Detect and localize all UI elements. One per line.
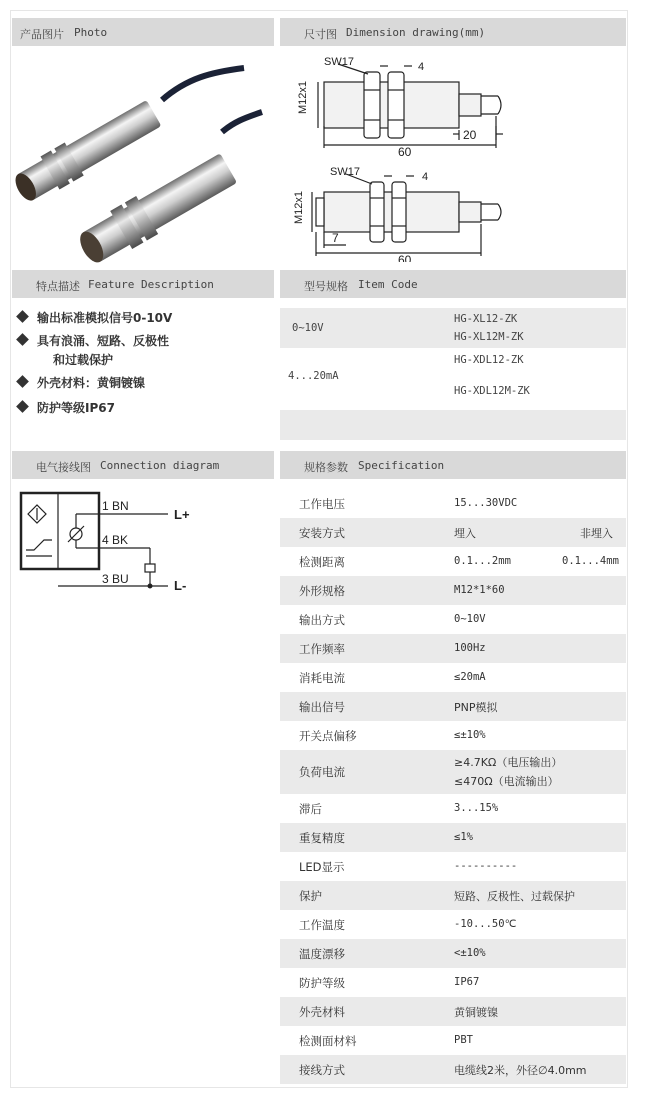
top-wrench-label: SW17	[324, 56, 354, 68]
spec-row: 安装方式 埋入 非埋入	[280, 518, 626, 547]
dimension-header-cn: 尺寸图	[304, 28, 337, 41]
feature-item: 外壳材料：黄铜镀镍	[18, 374, 145, 391]
bottom-protrusion-label: 7	[332, 231, 339, 245]
spec-row: 外壳材料 黄铜镀镍	[280, 997, 626, 1026]
spec-row: 输出方式 0~10V	[299, 613, 486, 627]
wire-label: 4 BK	[102, 533, 129, 547]
bottom-thread-label: M12x1	[293, 190, 305, 224]
connection-diagram	[18, 490, 228, 594]
item-code: HG-XL12M-ZK	[454, 331, 524, 343]
spec-row: 检测面材料 PBT	[299, 1034, 473, 1048]
item-code-signal: 4...20mA	[288, 370, 339, 382]
spec-row: 接线方式 电缆线2米，外径∅4.0mm	[280, 1055, 626, 1084]
spec-row: 温度漂移 <±10%	[280, 939, 626, 968]
spec-row: 工作温度 -10...50℃	[299, 918, 517, 932]
item-code-row	[280, 348, 626, 410]
top-cable-label: 20	[463, 128, 477, 142]
photo-header-cn: 产品图片	[20, 28, 64, 41]
spec-row: 滞后 3...15%	[299, 802, 499, 816]
spec-row: 重复精度 ≤1%	[280, 823, 626, 852]
item-code: HG-XL12-ZK	[454, 313, 518, 325]
wire-label: 3 BU	[102, 572, 129, 586]
feature-header	[12, 270, 274, 298]
photo-header-en: Photo	[74, 26, 108, 39]
specification-header	[280, 451, 626, 479]
diamond-bullet-icon	[16, 400, 29, 413]
dimension-header	[280, 18, 626, 46]
spec-row: 外形规格 M12*1*60	[280, 576, 626, 605]
bottom-wrench-label: SW17	[330, 166, 360, 178]
feature-item: 输出标准模拟信号0-10V	[18, 309, 172, 326]
spec-row: 工作频率 100Hz	[280, 634, 626, 663]
feature-header-cn: 特点描述	[36, 280, 80, 293]
connection-header	[12, 451, 274, 479]
spec-row: 输出信号 PNP模拟	[280, 692, 626, 721]
spec-row: 负荷电流 ≥4.7KΩ（电压输出） ≤470Ω（电流输出）	[280, 750, 626, 794]
spec-row: 工作电压 15...30VDC	[299, 497, 518, 511]
spec-row: 检测距离 0.1...2mm 0.1...4mm	[299, 555, 619, 569]
specification-header-en: Specification	[358, 459, 445, 472]
item-code-header-en: Item Code	[358, 278, 418, 291]
spec-row: LED显示 ----------	[299, 860, 518, 874]
dimension-drawing	[288, 52, 518, 262]
drawing-bottom	[312, 174, 501, 256]
dimension-header-en: Dimension drawing(mm)	[346, 26, 486, 39]
item-code: HG-XDL12M-ZK	[454, 385, 530, 397]
item-code-empty-row	[280, 410, 626, 440]
connection-header-cn: 电气接线图	[36, 461, 91, 474]
product-photo	[12, 48, 274, 270]
wire-label: 1 BN	[102, 499, 129, 513]
feature-header-en: Feature Description	[88, 278, 214, 291]
terminal-label: L+	[174, 507, 190, 522]
feature-item: 具有浪涌、短路、反极性	[18, 332, 169, 349]
spec-row: 消耗电流 ≤20mA	[299, 671, 486, 685]
top-length-label: 60	[398, 145, 412, 159]
feature-item: 防护等级IP67	[18, 399, 115, 416]
item-code-signal: 0~10V	[292, 322, 324, 334]
photo-header	[12, 18, 274, 46]
spec-row: 开关点偏移 ≤±10%	[299, 729, 486, 743]
bottom-nut-label: 4	[422, 171, 429, 183]
diamond-bullet-icon	[16, 375, 29, 388]
spec-row: 防护等级 IP67	[299, 976, 480, 990]
terminal-label: L-	[174, 578, 187, 593]
item-code-header	[280, 270, 626, 298]
diamond-bullet-icon	[16, 310, 29, 323]
connection-header-en: Connection diagram	[100, 459, 220, 472]
spec-row: 保护 短路、反极性、过载保护	[280, 881, 626, 910]
item-code: HG-XDL12-ZK	[454, 354, 524, 366]
item-code-header-cn: 型号规格	[304, 280, 348, 293]
item-code-row	[280, 308, 626, 348]
specification-header-cn: 规格参数	[304, 461, 348, 474]
bottom-length-label: 60	[398, 253, 412, 262]
top-thread-label: M12x1	[297, 80, 309, 114]
feature-item-continued: 和过载保护	[53, 353, 114, 367]
diamond-bullet-icon	[16, 333, 29, 346]
top-nut-label: 4	[418, 61, 425, 73]
